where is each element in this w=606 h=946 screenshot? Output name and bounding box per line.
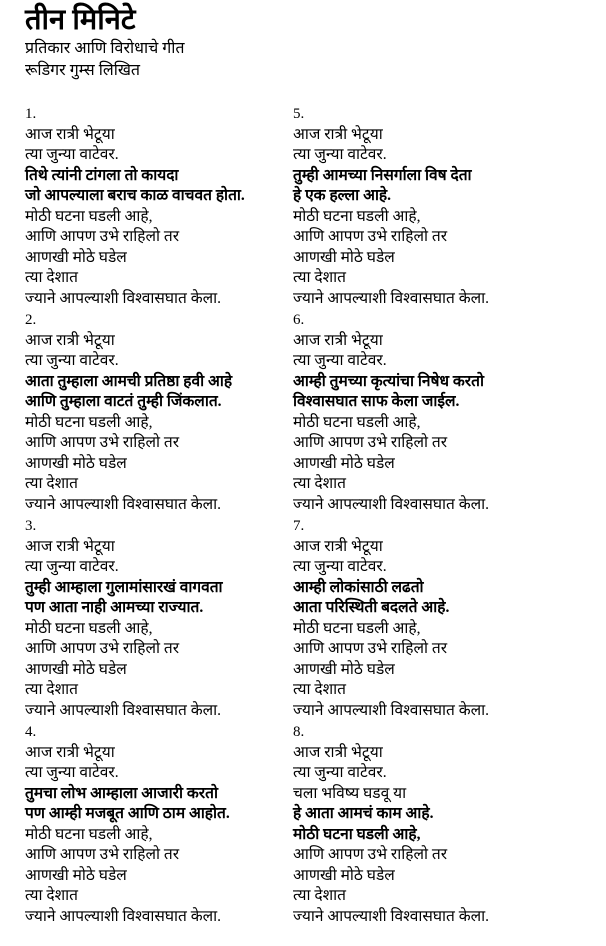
poem-line: आज रात्री भेटूया [293, 537, 383, 555]
poem-line: त्या जुन्या वाटेवर. [25, 764, 119, 781]
stanza-7 [293, 516, 606, 721]
poem-line: ज्याने आपल्याशी विश्वासघात केला. [293, 907, 490, 925]
poem-line: त्या जुन्या वाटेवर. [25, 558, 119, 575]
poem-line: तुमचा लोभ आम्हाला आजारी करतो [25, 784, 218, 802]
poem-line: चला भविष्य घडवू या [293, 784, 407, 802]
poem-line: पण आम्ही मजबूत आणि ठाम आहोत. [25, 805, 230, 822]
poem-line: त्या जुन्या वाटेवर. [293, 352, 387, 369]
stanza-4 [25, 722, 293, 927]
poem-line: आणि आपण उभे राहिलो तर [293, 640, 448, 657]
poem-line: ज्याने आपल्याशी विश्वासघात केला. [25, 701, 222, 719]
poem-line: आणि आपण उभे राहिलो तर [25, 846, 180, 863]
poem-line: आणखी मोठे घडेल [293, 660, 395, 678]
poem-line: आम्ही तुमच्या कृत्यांचा निषेध करतो [293, 372, 484, 390]
poem-line: त्या देशात [25, 269, 78, 286]
stanza-number: 6. [293, 312, 305, 328]
poem-line: आणि आपण उभे राहिलो तर [25, 434, 180, 451]
poem-line: आणखी मोठे घडेल [25, 660, 127, 678]
poem-line: त्या जुन्या वाटेवर. [25, 352, 119, 369]
poem-line: आणखी मोठे घडेल [293, 866, 395, 884]
poem-line: मोठी घटना घडली आहे, [293, 825, 421, 843]
poem-line: ज्याने आपल्याशी विश्वासघात केला. [293, 495, 490, 513]
stanza-5 [293, 104, 606, 309]
poem-line: त्या देशात [25, 887, 78, 904]
stanza-8 [293, 722, 606, 927]
poem-line: आता परिस्थिती बदलते आहे. [293, 599, 450, 616]
page-title: तीन मिनिटे [25, 4, 136, 36]
poem-column-right [293, 104, 606, 928]
stanza-number: 3. [25, 518, 37, 534]
poem-line: तुम्ही आमच्या निसर्गाला विष देता [293, 166, 472, 184]
poem-line: हे एक हल्ला आहे. [293, 187, 392, 204]
poem-line: ज्याने आपल्याशी विश्वासघात केला. [293, 289, 490, 307]
poem-line: त्या देशात [293, 681, 346, 698]
poem-line: ज्याने आपल्याशी विश्वासघात केला. [25, 907, 222, 925]
poem-line: विश्वासघात साफ केला जाईल. [293, 393, 460, 410]
poem-line: आज रात्री भेटूया [25, 537, 115, 555]
poem-line: ज्याने आपल्याशी विश्वासघात केला. [293, 701, 490, 719]
stanza-number: 7. [293, 518, 305, 534]
poem-line: आम्ही लोकांसाठी लढतो [293, 578, 424, 596]
poem-line: आज रात्री भेटूया [293, 331, 383, 349]
poem-line: आता तुम्हाला आमची प्रतिष्ठा हवी आहे [25, 372, 233, 390]
stanza-2 [25, 310, 293, 515]
poem-line: पण आता नाही आमच्या राज्यात. [25, 599, 204, 616]
poem-line: ज्याने आपल्याशी विश्वासघात केला. [25, 495, 222, 513]
poem-line: आणि आपण उभे राहिलो तर [25, 640, 180, 657]
poem-line: त्या जुन्या वाटेवर. [293, 146, 387, 163]
poem-line: त्या देशात [293, 269, 346, 286]
poem-line: आज रात्री भेटूया [25, 125, 115, 143]
poem-line: जो आपल्याला बराच काळ वाचवत होता. [25, 187, 245, 204]
subtitle-line-2: रूडिगर गुम्स लिखित [25, 62, 141, 79]
stanza-number: 4. [25, 724, 37, 740]
stanza-number: 8. [293, 724, 305, 740]
poem-line: मोठी घटना घडली आहे, [293, 619, 421, 637]
stanza-number: 5. [293, 106, 305, 122]
poem-line: मोठी घटना घडली आहे, [293, 207, 421, 225]
poem-line: त्या देशात [25, 475, 78, 492]
poem-line: ज्याने आपल्याशी विश्वासघात केला. [25, 289, 222, 307]
poem-line: त्या जुन्या वाटेवर. [25, 146, 119, 163]
poem-line: आणखी मोठे घडेल [293, 454, 395, 472]
poem-line: आणखी मोठे घडेल [25, 454, 127, 472]
subtitle-line-1: प्रतिकार आणि विरोधाचे गीत [25, 40, 185, 57]
poem-line: मोठी घटना घडली आहे, [25, 207, 153, 225]
poem-line: त्या देशात [25, 681, 78, 698]
poem-line: मोठी घटना घडली आहे, [25, 825, 153, 843]
stanza-number: 1. [25, 106, 37, 122]
poem-line: आणि आपण उभे राहिलो तर [293, 434, 448, 451]
poem-line: हे आता आमचं काम आहे. [293, 805, 434, 822]
poem-line: आणखी मोठे घडेल [25, 248, 127, 266]
poem-line: मोठी घटना घडली आहे, [25, 619, 153, 637]
poem-columns [25, 104, 606, 928]
poem-line: आज रात्री भेटूया [293, 125, 383, 143]
stanza-6 [293, 310, 606, 515]
poem-line: मोठी घटना घडली आहे, [25, 413, 153, 431]
poem-line: त्या देशात [293, 475, 346, 492]
poem-line: आणि आपण उभे राहिलो तर [25, 228, 180, 245]
poem-line: त्या जुन्या वाटेवर. [293, 558, 387, 575]
poem-line: आणि तुम्हाला वाटतं तुम्ही जिंकलात. [25, 393, 222, 410]
stanza-number: 2. [25, 312, 37, 328]
poem-line: आणखी मोठे घडेल [25, 866, 127, 884]
poem-line: तिथे त्यांनी टांगला तो कायदा [25, 166, 179, 184]
poem-line: त्या देशात [293, 887, 346, 904]
poem-line: आणि आपण उभे राहिलो तर [293, 228, 448, 245]
poem-line: आज रात्री भेटूया [293, 743, 383, 761]
poem-line: तुम्ही आम्हाला गुलामांसारखं वागवता [25, 578, 223, 596]
stanza-3 [25, 516, 293, 721]
poem-line: आणखी मोठे घडेल [293, 248, 395, 266]
poem-column-left [25, 104, 293, 928]
poem-line: आणि आपण उभे राहिलो तर [293, 846, 448, 863]
stanza-1 [25, 104, 293, 309]
poem-line: आज रात्री भेटूया [25, 743, 115, 761]
poem-line: त्या जुन्या वाटेवर. [293, 764, 387, 781]
poem-line: मोठी घटना घडली आहे, [293, 413, 421, 431]
poem-line: आज रात्री भेटूया [25, 331, 115, 349]
